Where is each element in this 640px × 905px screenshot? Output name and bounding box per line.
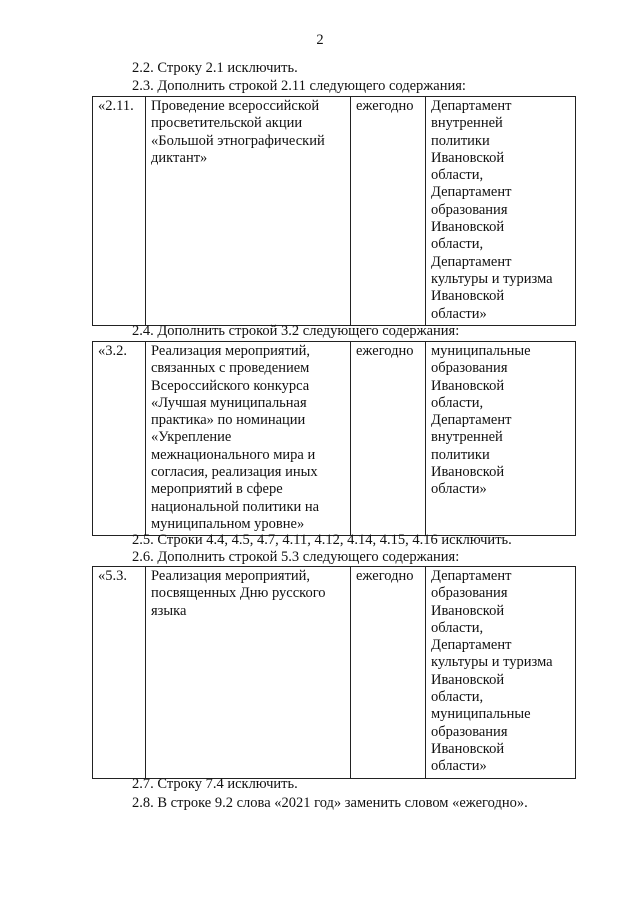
executor-line: образования — [431, 723, 508, 740]
event-line: мероприятий в сфере — [151, 481, 283, 498]
item-2-2: 2.2. Строку 2.1 исключить. — [132, 60, 298, 76]
executor-line: образования — [431, 360, 508, 377]
event-line: «Лучшая муниципальная — [151, 394, 307, 411]
executor-cell — [426, 567, 576, 779]
event-cell — [146, 97, 351, 326]
event-line: просветительской акции — [151, 115, 303, 132]
event-line: Всероссийского конкурса — [151, 377, 310, 394]
page-number: 2 — [316, 32, 324, 48]
row-number-cell: «2.11. — [93, 97, 146, 326]
executor-line: Департамент — [431, 568, 512, 584]
executor-line: области, — [431, 619, 484, 636]
event-line: посвященных Дню русского — [151, 585, 326, 602]
event-line: языка — [151, 602, 187, 619]
executor-line: области, — [431, 689, 484, 706]
executor-cell — [426, 97, 576, 326]
term-cell: ежегодно — [351, 567, 426, 779]
event-line: «Укрепление — [151, 429, 232, 446]
event-line: практика» по номинации — [151, 412, 306, 429]
item-2-5: 2.5. Строки 4.4, 4.5, 4.7, 4.11, 4.12, 4.14, 4.15, 4.16 исключить. — [132, 532, 512, 548]
executor-line: области, — [431, 167, 484, 184]
executor-line: политики — [431, 446, 490, 463]
table-row-3-2 — [92, 341, 576, 536]
executor-line: Департамент — [431, 412, 512, 429]
event-line: национальной политики на — [151, 498, 320, 515]
executor-line: внутренней — [431, 115, 503, 132]
item-2-7: 2.7. Строку 7.4 исключить. — [132, 776, 298, 792]
event-line: Реализация мероприятий, — [151, 343, 311, 359]
executor-line: муниципальные — [431, 343, 531, 359]
executor-line: Ивановской — [431, 219, 505, 236]
executor-line: Ивановской — [431, 464, 505, 481]
executor-line: Ивановской — [431, 671, 505, 688]
item-2-8: 2.8. В строке 9.2 слова «2021 год» заменить словом «ежегодно». — [132, 795, 528, 811]
event-line: Реализация мероприятий, — [151, 568, 311, 584]
event-cell — [146, 342, 351, 536]
executor-line: Департамент — [431, 98, 512, 114]
executor-line: Ивановской — [431, 602, 505, 619]
executor-line: Ивановской — [431, 288, 505, 305]
item-2-6: 2.6. Дополнить строкой 5.3 следующего содержания: — [132, 549, 460, 565]
table-row-2-11 — [92, 96, 576, 326]
executor-line: муниципальные — [431, 706, 531, 723]
executor-line: Ивановской — [431, 377, 505, 394]
event-line: межнационального мира и — [151, 446, 316, 463]
term-cell: ежегодно — [351, 342, 426, 536]
executor-line: внутренней — [431, 429, 503, 446]
executor-line: области, — [431, 236, 484, 253]
event-line: согласия, реализация иных — [151, 464, 318, 481]
executor-line: Департамент — [431, 184, 512, 201]
executor-line: Департамент — [431, 637, 512, 654]
row-number-cell: «5.3. — [93, 567, 146, 779]
executor-line: Ивановской — [431, 149, 505, 166]
row-number-cell: «3.2. — [93, 342, 146, 536]
executor-line: Ивановской — [431, 740, 505, 757]
executor-line: политики — [431, 132, 490, 149]
executor-line: образования — [431, 201, 508, 218]
executor-line: культуры и туризма — [431, 654, 553, 671]
term-cell: ежегодно — [351, 97, 426, 326]
event-line: Проведение всероссийской — [151, 98, 320, 114]
executor-cell — [426, 342, 576, 536]
executor-line: области» — [431, 305, 487, 322]
table-row-5-3 — [92, 566, 576, 779]
executor-line: области» — [431, 758, 487, 775]
executor-line: области» — [431, 481, 487, 498]
event-line: связанных с проведением — [151, 360, 310, 377]
event-line: диктант» — [151, 149, 208, 166]
event-line: муниципальном уровне» — [151, 515, 305, 532]
item-2-4: 2.4. Дополнить строкой 3.2 следующего содержания: — [132, 323, 460, 339]
executor-line: Департамент — [431, 253, 512, 270]
executor-line: области, — [431, 394, 484, 411]
executor-line: образования — [431, 585, 508, 602]
item-2-3: 2.3. Дополнить строкой 2.11 следующего содержания: — [132, 78, 466, 94]
event-cell — [146, 567, 351, 779]
event-line: «Большой этнографический — [151, 132, 325, 149]
executor-line: культуры и туризма — [431, 270, 553, 287]
